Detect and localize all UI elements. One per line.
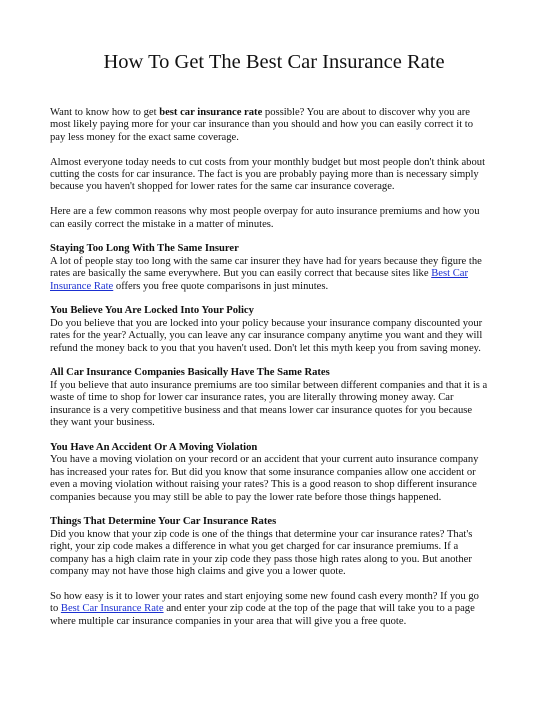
rate-factors-line-2: right, your zip code makes a difference in what you get charged for car insurance premiums. If a <box>50 541 459 553</box>
section-heading-locked-policy: You Believe You Are Locked Into Your Policy <box>50 305 254 317</box>
same-insurer-line-2 <box>50 268 498 280</box>
same-rates-line-2: waste of time to shop for lower car insurance rates, you are literally throwing money away. Car <box>50 392 454 404</box>
document-body <box>50 107 498 640</box>
section-accident-violation <box>50 442 498 504</box>
budget-paragraph <box>50 157 498 194</box>
reasons-line-2: can easily correct the mistake in a matter of minutes. <box>50 218 274 230</box>
closing-line-1: So how easy is it to lower your rates and start enjoying some new found cash every month? If you go <box>50 590 479 602</box>
best-car-insurance-link-part-2[interactable]: Insurance Rate <box>50 280 114 292</box>
closing-text-b: and enter your zip code at the top of the page that will take you to a page <box>163 603 475 615</box>
page-title: How To Get The Best Car Insurance Rate <box>103 51 445 73</box>
section-heading-same-insurer: Staying Too Long With The Same Insurer <box>50 243 239 255</box>
same-insurer-text: rates are basically the same everywhere. But you can easily correct that because sites like <box>50 268 432 280</box>
same-rates-line-4: they want your business. <box>50 417 155 429</box>
closing-paragraph <box>50 591 498 628</box>
best-car-insurance-rate-link[interactable]: Best Car Insurance Rate <box>60 603 164 615</box>
accident-line-3: even a moving violation without raising your rates? This is a good reason to shop different insurance <box>50 479 477 491</box>
accident-line-2: has increased your rates for. But did you know that some insurance companies allow one accident or <box>50 466 476 478</box>
closing-line-3: where multiple car insurance companies in your area that will give you a free quote. <box>50 615 407 627</box>
same-insurer-line-3 <box>50 281 498 293</box>
section-rate-factors <box>50 516 498 578</box>
same-insurer-line-1: A lot of people stay too long with the same car insurer they have had for years because they figure the <box>50 255 482 267</box>
reasons-line-1: Here are a few common reasons why most people overpay for auto insurance premiums and how you <box>50 206 480 218</box>
locked-policy-line-1: Do you believe that you are locked into your policy because your insurance company discounted your <box>50 317 483 329</box>
section-heading-same-rates: All Car Insurance Companies Basically Have The Same Rates <box>50 367 330 379</box>
closing-text-a: to <box>50 603 61 615</box>
intro-line-3: pay less money for the exact same coverage. <box>50 131 239 143</box>
intro-text-a: Want to know how to get <box>50 107 160 118</box>
locked-policy-line-2: rates for the year? Actually, you can leave any car insurance company anytime you want and they will <box>50 330 483 342</box>
reasons-paragraph <box>50 206 498 231</box>
intro-paragraph <box>50 107 498 144</box>
rate-factors-line-1: Did you know that your zip code is one of the things that determine your car insurance rates? That's <box>50 528 473 540</box>
budget-line-2: cutting the costs for car insurance. The fact is you are probably paying more than is necessary simply <box>50 169 479 181</box>
intro-line-1 <box>50 107 498 119</box>
budget-line-1: Almost everyone today needs to cut costs from your monthly budget but most people don't think about <box>50 156 486 168</box>
locked-policy-line-3: refund the money back to you that you haven't used. Don't let this myth keep you from saving money. <box>50 342 481 354</box>
budget-line-3: because you haven't shopped for lower rates for the same car insurance coverage. <box>50 181 395 193</box>
section-heading-accident-violation: You Have An Accident Or A Moving Violation <box>50 441 258 453</box>
rate-factors-line-4: company may not have those high claims and give you a lower quote. <box>50 565 346 577</box>
same-rates-line-3: insurance is a very competitive business and that means lower car insurance quotes for you because <box>50 404 473 416</box>
accident-line-4: companies because you may still be able to pay the lower rate before those things happened. <box>50 491 442 503</box>
same-rates-line-1: If you believe that auto insurance premiums are too similar between different companies and that it is a <box>50 379 488 391</box>
section-heading-rate-factors: Things That Determine Your Car Insurance Rates <box>50 516 277 528</box>
intro-text-b: possible? You are about to discover why you are <box>262 107 470 118</box>
best-car-insurance-link-part-1[interactable]: Best Car <box>431 268 468 280</box>
rate-factors-line-3: company has a high claim rate in your zip code they pass those high rates along to you. But another <box>50 553 472 565</box>
accident-line-1: You have a moving violation on your record or an accident that your current auto insurance company <box>50 454 479 466</box>
intro-line-2: most likely paying more for your car insurance than you should and how you can easily correct it to <box>50 119 474 131</box>
section-same-rates <box>50 367 498 429</box>
section-same-insurer <box>50 243 498 293</box>
intro-bold-keyword: best car insurance rate <box>159 107 263 118</box>
same-insurer-text-end: offers you free quote comparisons in just minutes. <box>113 280 329 292</box>
section-locked-policy <box>50 305 498 355</box>
closing-line-2 <box>50 603 498 615</box>
